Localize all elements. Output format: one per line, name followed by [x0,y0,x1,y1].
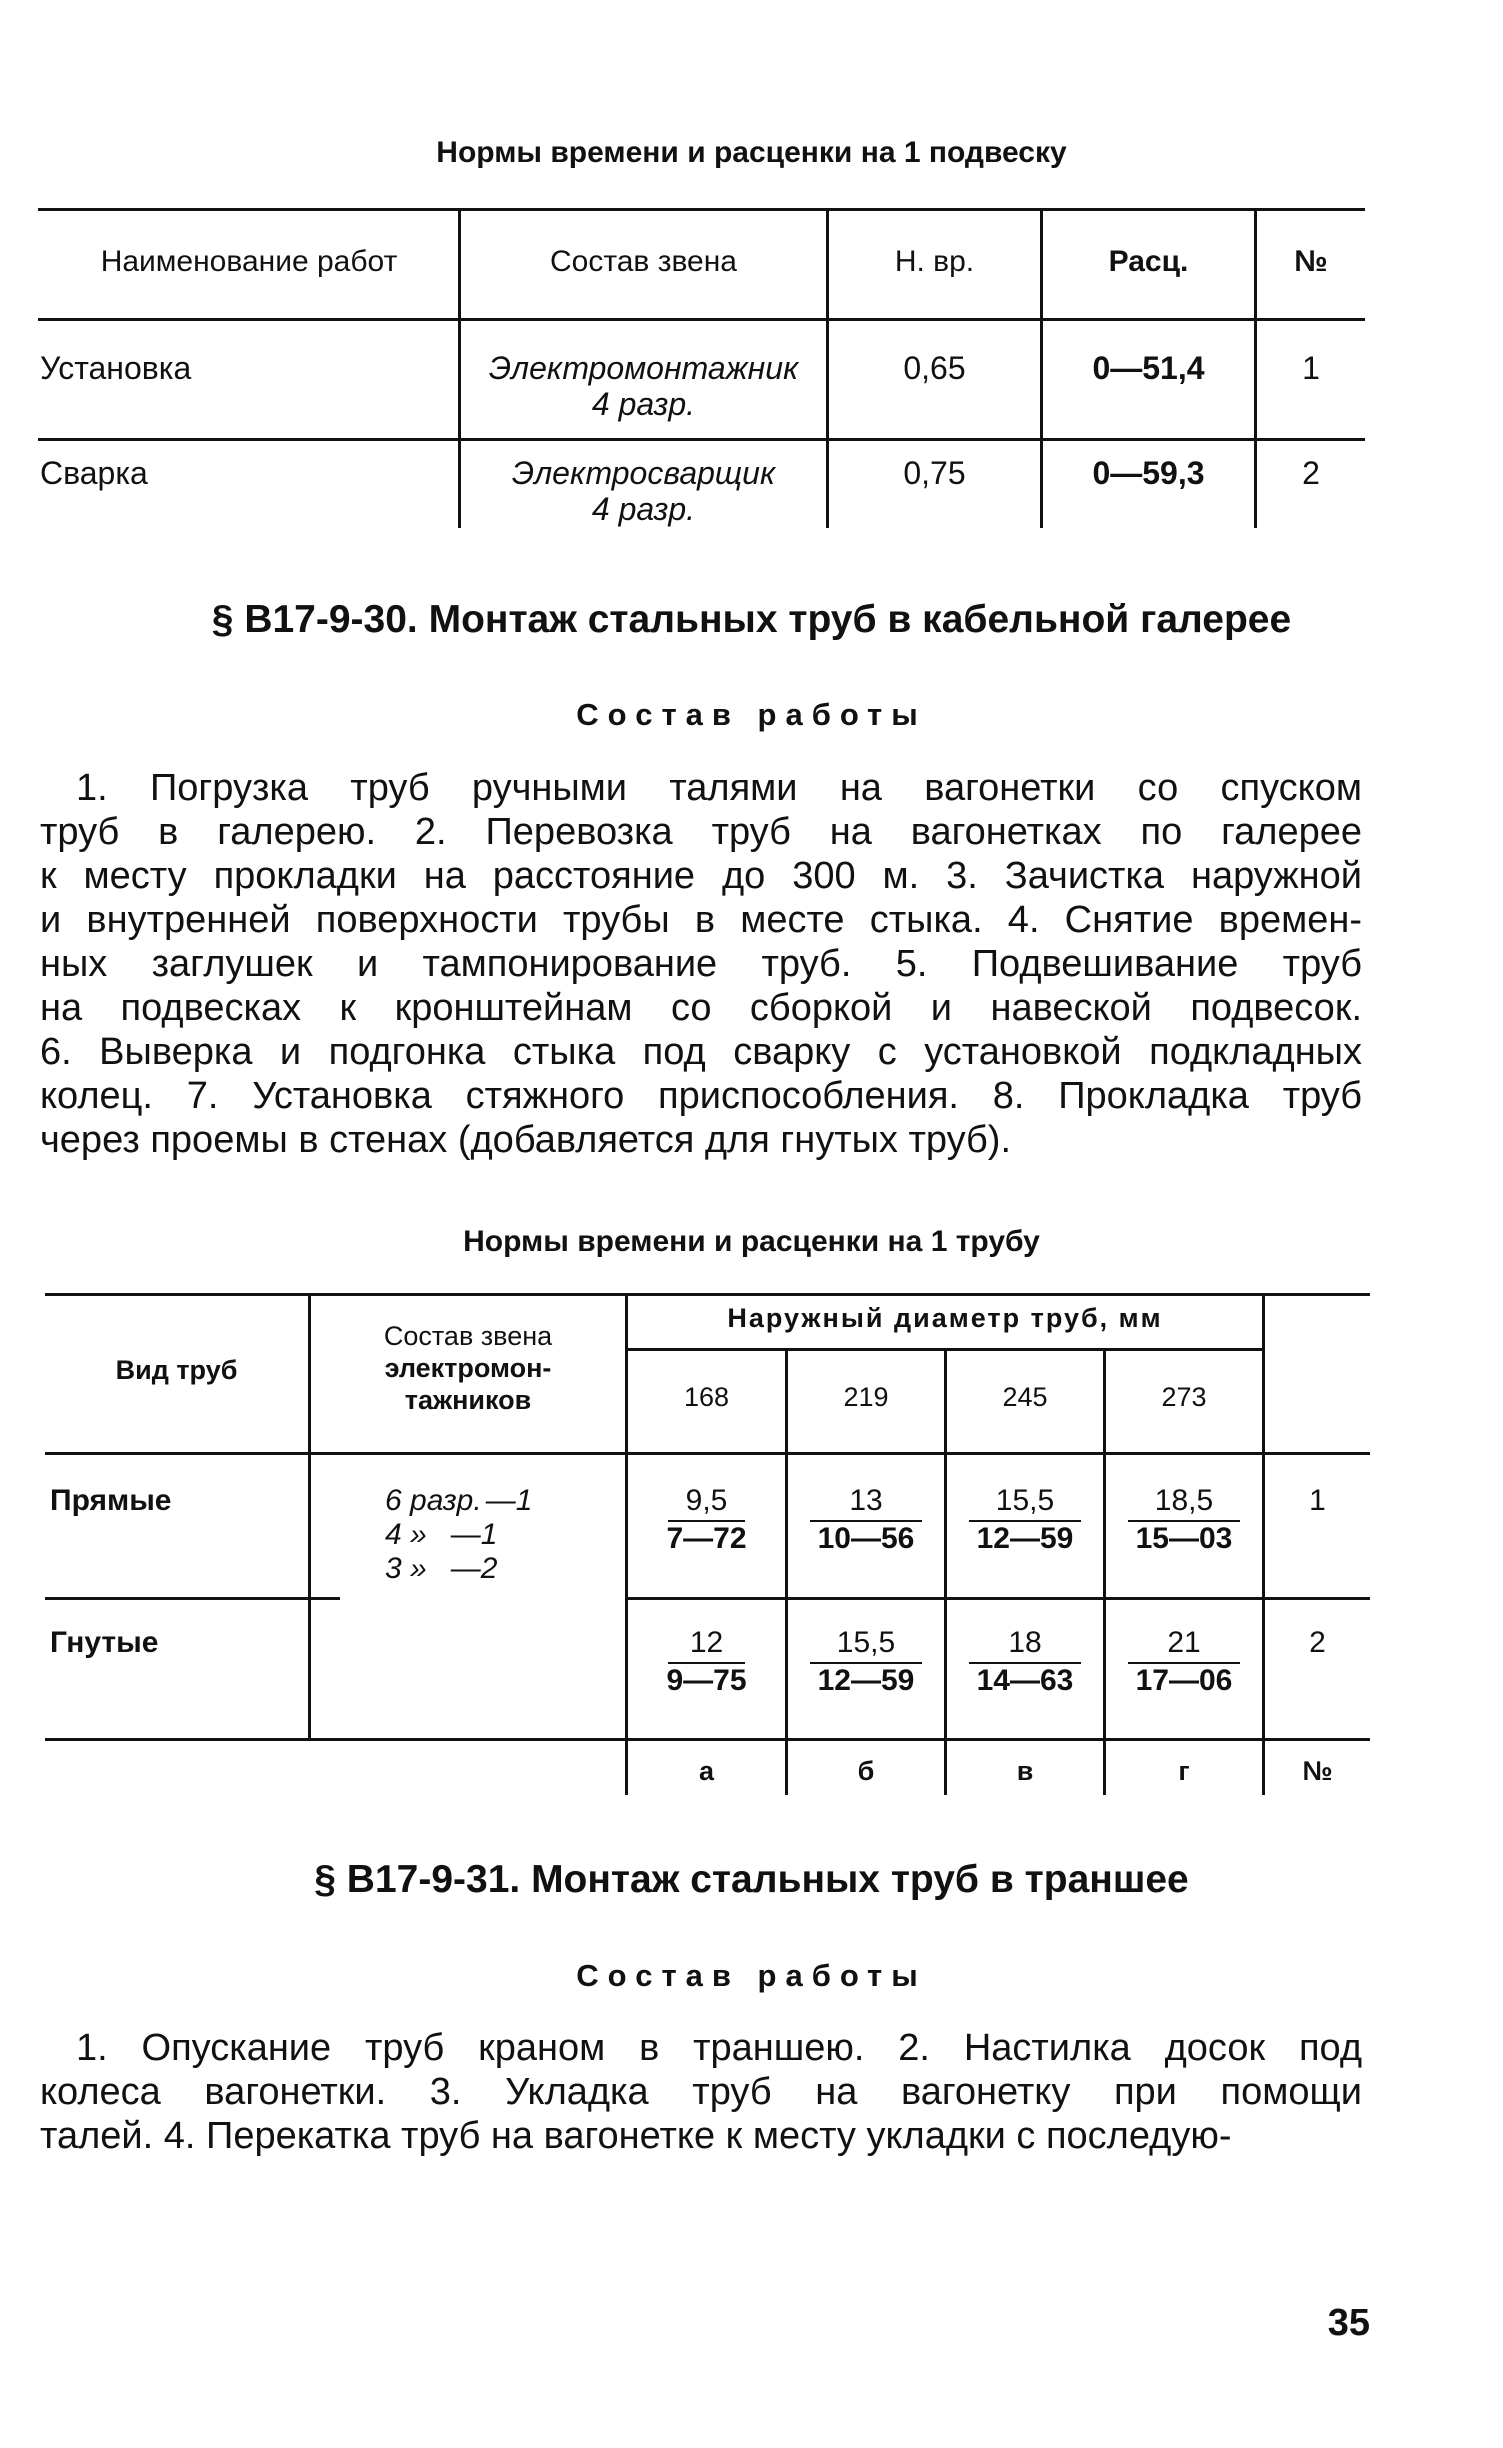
table2-header-type: Вид труб [115,1355,238,1385]
time-norm: 18 [1008,1626,1042,1659]
rate: 7—72 [666,1522,747,1555]
column-letter: в [1016,1756,1034,1786]
pipe-type: Прямые [50,1484,172,1517]
table1-time: 0,65 [903,350,966,386]
paragraph-line: 6. Выверка и подгонка стыка под сварку с установкой подкладных [40,1031,1362,1073]
paragraph-line: 1. Погрузка труб ручными талями на вагонетки со спуском [76,767,1362,809]
norm-cell [947,1626,1103,1698]
table1-crew [461,350,826,422]
fraction-bar [969,1662,1081,1664]
diameter-219: 219 [843,1382,889,1412]
section30-title: § В17-9-30. Монтаж стальных труб в кабельной галерее [211,598,1292,641]
column-letter: б [857,1756,875,1786]
table2-bottom-rule [45,1738,1370,1741]
table2-col-divider [785,1348,788,1795]
pipe-type: Гнутые [50,1626,159,1659]
fraction-bar [969,1520,1081,1522]
crew-line: 3 » —2 [385,1552,498,1585]
table2-header-crew [311,1320,625,1416]
paragraph-line: колеса вагонетки. 3. Укладка труб на вагонетку при помощи [40,2071,1362,2113]
table1-work-name: Сварка [40,455,148,491]
norm-cell [1106,1484,1262,1556]
table2-col-divider [1103,1348,1106,1795]
rate: 12—59 [817,1664,915,1697]
paragraph-line: и внутренней поверхности трубы в месте стыка. 4. Снятие времен- [40,899,1362,941]
paragraph-line: талей. 4. Перекатка труб на вагонетке к месту укладки с последую- [40,2115,1232,2157]
rate: 14—63 [976,1664,1074,1697]
norm-cell [788,1484,944,1556]
table1-header-time: Н. вр. [894,245,975,278]
table1-time: 0,75 [903,455,966,491]
page-number: 35 [1327,2302,1370,2344]
paragraph-line: труб в галерею. 2. Перевозка труб на вагонетках по галерее [40,811,1362,853]
crew-line: 6 разр. —1 [385,1484,533,1517]
section30-subtitle: Состав работы [576,697,927,732]
table1-header-crew: Состав звена [549,245,737,278]
norm-cell [788,1626,944,1698]
section31-subtitle: Состав работы [576,1958,927,1993]
paragraph-line: к месту прокладки на расстояние до 300 м. 3. Зачистка наружной [40,855,1362,897]
time-norm: 13 [849,1484,883,1517]
row-number: 1 [1309,1484,1326,1517]
section30-body [40,766,1362,1162]
time-norm: 21 [1167,1626,1201,1659]
number-column-label: № [1302,1756,1333,1786]
time-norm: 15,5 [995,1484,1055,1517]
norm-cell [1106,1626,1262,1698]
table2-header-diameter: Наружный диаметр труб, мм [727,1303,1163,1333]
table1-header-num: № [1294,245,1328,278]
table1-rate: 0—59,3 [1092,455,1205,491]
table2-col-divider [1262,1293,1265,1795]
table1-num: 1 [1302,350,1320,386]
table1-num: 2 [1302,455,1320,491]
table1-header-name: Наименование работ [100,245,398,278]
paragraph-line: ных заглушек и тампонирование труб. 5. Подвешивание труб [40,943,1362,985]
norm-cell [947,1484,1103,1556]
table1-row-rule [38,438,1365,441]
table2-caption: Нормы времени и расценки на 1 трубу [463,1225,1040,1258]
time-norm: 15,5 [836,1626,896,1659]
table2-crew-composition [385,1484,532,1586]
table2-header-rule [45,1452,1370,1455]
diameter-273: 273 [1161,1382,1207,1412]
diameter-168: 168 [683,1382,730,1412]
column-letter: г [1178,1756,1190,1786]
fraction-bar [1128,1662,1240,1664]
fraction-bar [810,1520,922,1522]
fraction-bar [668,1520,745,1522]
header-line: электромон- [384,1353,552,1383]
header-line: Состав звена [383,1321,553,1351]
table1-rate: 0—51,4 [1092,350,1205,386]
table2-top-rule [45,1293,1370,1296]
diameter-245: 245 [1002,1382,1048,1412]
time-norm: 18,5 [1154,1484,1214,1517]
fraction-bar [668,1662,745,1664]
section31-title: § В17-9-31. Монтаж стальных труб в траншее [314,1858,1189,1901]
table1-crew [461,455,826,527]
table1-top-rule [38,208,1365,211]
norm-cell [628,1484,785,1556]
table1-crew-grade: 4 разр. [591,386,696,422]
rate: 15—03 [1135,1522,1233,1555]
column-letter: а [698,1756,715,1786]
header-line: тажников [404,1385,532,1415]
norm-cell [628,1626,785,1698]
table1-header-rate: Расц. [1108,245,1189,278]
rate: 12—59 [976,1522,1074,1555]
table1-crew-profession: Электросварщик [511,455,776,491]
table1-caption: Нормы времени и расценки на 1 подвеску [436,136,1067,169]
table1-crew-profession: Электромонтажник [488,350,799,386]
paragraph-line: 1. Опускание труб краном в траншею. 2. Настилка досок под [76,2027,1362,2069]
table2-col-divider [944,1348,947,1795]
section31-body [40,2026,1362,2158]
fraction-bar [1128,1520,1240,1522]
crew-line: 4 » —1 [385,1518,498,1551]
rate: 17—06 [1135,1664,1233,1697]
table2-row-rule [45,1597,340,1600]
time-norm: 9,5 [685,1484,728,1517]
row-number: 2 [1309,1626,1326,1659]
paragraph-line: на подвесках к кронштейнам со сборкой и навеской подвесок. [40,987,1362,1029]
paragraph-line: колец. 7. Установка стяжного приспособления. 8. Прокладка труб [40,1075,1362,1117]
time-norm: 12 [689,1626,724,1659]
table1-work-name: Установка [40,350,192,386]
rate: 10—56 [817,1522,915,1555]
table1-crew-grade: 4 разр. [591,491,696,527]
rate: 9—75 [666,1664,747,1697]
fraction-bar [810,1662,922,1664]
table1-header-rule [38,318,1365,321]
paragraph-line: через проемы в стенах (добавляется для гнутых труб). [40,1119,1012,1161]
table2-row-rule [625,1597,1370,1600]
